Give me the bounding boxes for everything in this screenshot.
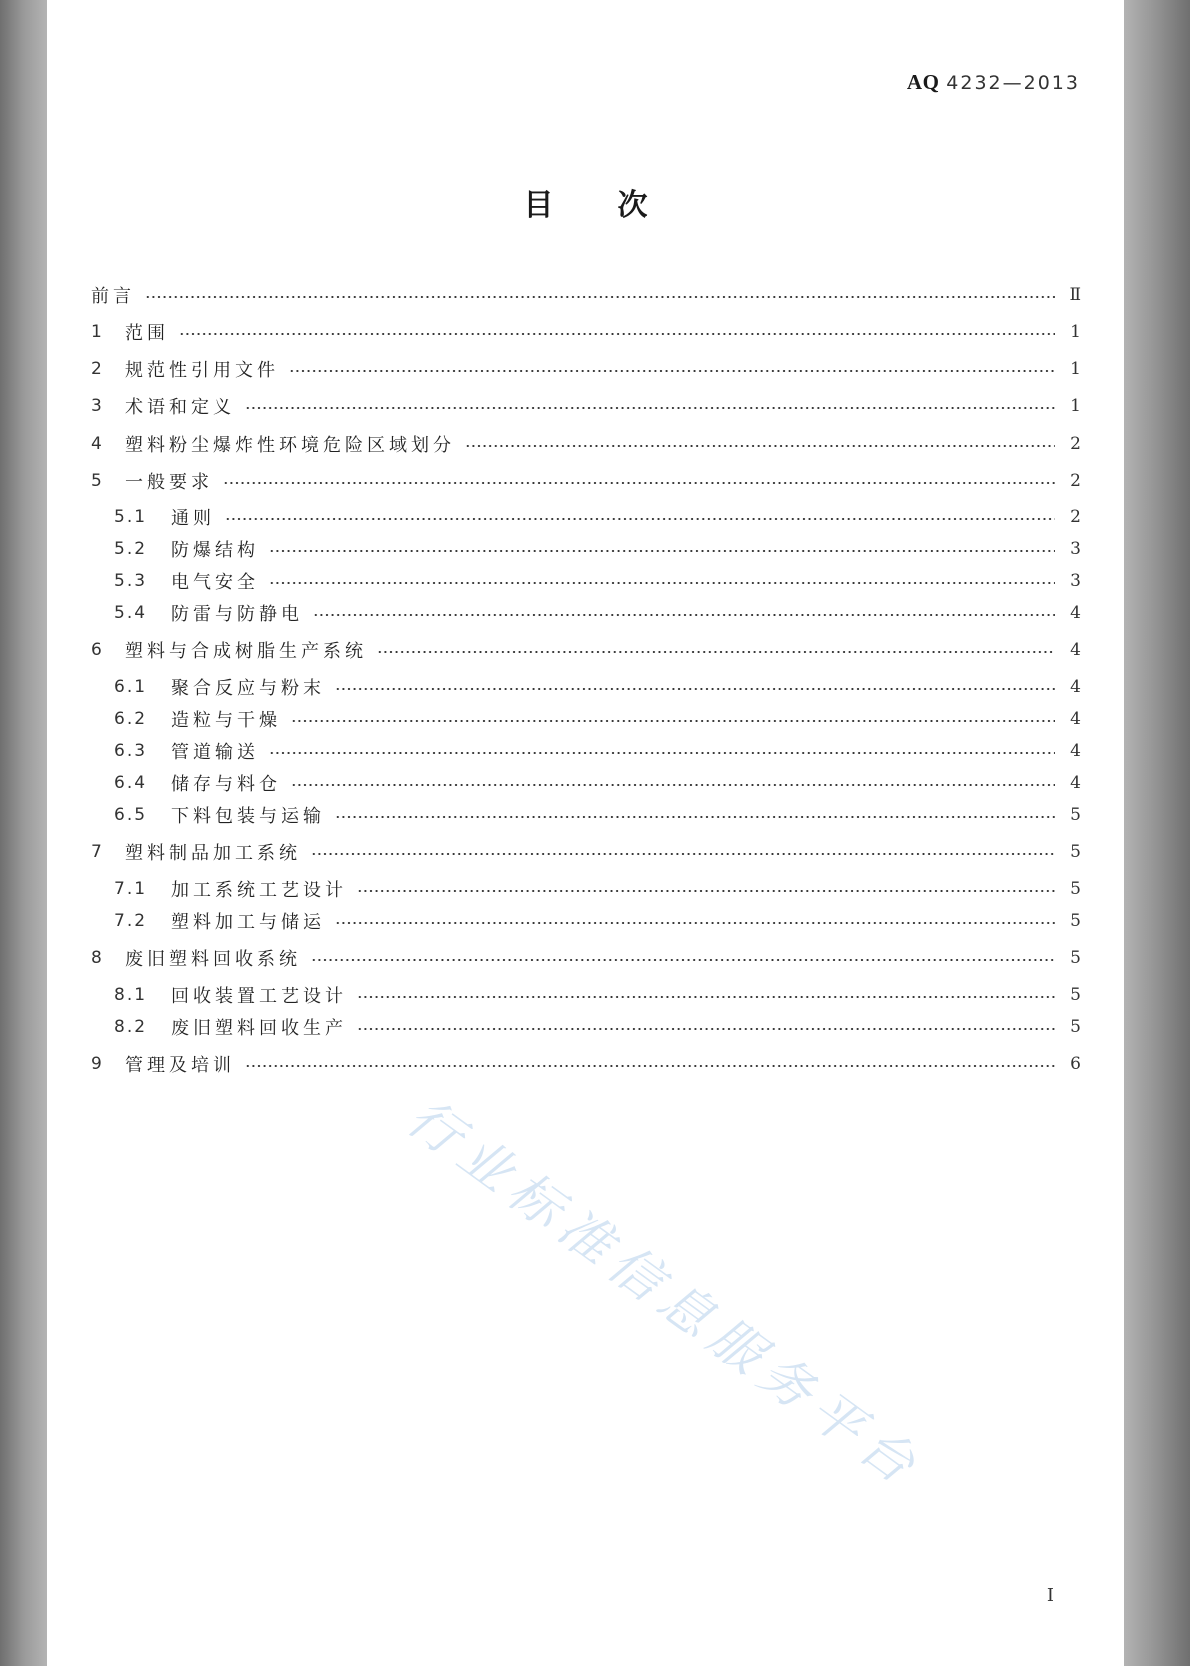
dot-leader (313, 614, 1055, 616)
toc-entry[interactable] (91, 600, 1081, 626)
toc-entry-page: 4 (1070, 603, 1081, 623)
toc-entry-number: 2 (91, 359, 104, 379)
toc-entry[interactable] (91, 876, 1081, 902)
toc-entry-number: 7.1 (114, 879, 148, 899)
toc-entry-number: 5.1 (114, 507, 148, 527)
toc-entry-page: 4 (1070, 709, 1081, 729)
toc-entry-page: 5 (1070, 879, 1081, 899)
toc-entry-label: 回收装置工艺设计 (171, 986, 347, 1007)
page-title: 目次 (523, 188, 712, 223)
dot-leader (223, 482, 1055, 484)
dot-leader (245, 407, 1055, 409)
toc-entry-page: 1 (1070, 322, 1081, 342)
toc-entry[interactable] (91, 393, 1081, 419)
standard-prefix: AQ (906, 70, 940, 94)
toc-entry[interactable] (91, 1051, 1081, 1077)
toc-entry-label: 储存与料仓 (171, 774, 281, 795)
toc-entry-page: 4 (1070, 773, 1081, 793)
toc-entry-page: 6 (1070, 1054, 1081, 1074)
toc-entry-page: 1 (1070, 396, 1081, 416)
toc-entry-label: 废旧塑料回收系统 (125, 949, 301, 970)
toc-entry-label: 塑料加工与储运 (171, 912, 325, 933)
toc-entry-page: Ⅱ (1069, 285, 1081, 305)
toc-entry-label: 塑料制品加工系统 (125, 843, 301, 864)
dot-leader (245, 1065, 1055, 1067)
toc-entry-page: 2 (1070, 507, 1081, 527)
toc-entry[interactable] (91, 319, 1081, 345)
toc-entry-number: 6 (91, 640, 104, 660)
toc-entry-number: 5 (91, 471, 104, 491)
toc-entry[interactable] (91, 536, 1081, 562)
dot-leader (225, 518, 1055, 520)
toc-entry[interactable] (91, 982, 1081, 1008)
toc-entry[interactable] (91, 356, 1081, 382)
dot-leader (311, 959, 1055, 961)
toc-entry-label: 通则 (171, 508, 215, 529)
dot-leader (145, 296, 1055, 298)
toc-entry[interactable] (91, 908, 1081, 934)
toc-entry-page: 3 (1070, 539, 1081, 559)
toc-entry-number: 5.2 (114, 539, 148, 559)
toc-entry-label: 加工系统工艺设计 (171, 880, 347, 901)
dot-leader (335, 816, 1055, 818)
toc-entry-number: 5.4 (114, 603, 148, 623)
document-page (47, 0, 1124, 1666)
toc-entry-label: 电气安全 (171, 572, 259, 593)
toc-entry-number: 3 (91, 396, 104, 416)
dot-leader (291, 720, 1055, 722)
toc-entry-number: 6.5 (114, 805, 148, 825)
dot-leader (377, 651, 1055, 653)
toc-entry[interactable] (91, 945, 1081, 971)
toc-entry-label: 防雷与防静电 (171, 604, 303, 625)
toc-entry-number: 6.4 (114, 773, 148, 793)
dot-leader (269, 752, 1055, 754)
watermark: 行业标准信息服务平台 (396, 1087, 934, 1501)
dot-leader (179, 333, 1055, 335)
standard-number: 4232—2013 (946, 72, 1080, 94)
toc-entry-page: 4 (1070, 640, 1081, 660)
toc-entry-label: 防爆结构 (171, 540, 259, 561)
toc-entry-label: 一般要求 (125, 472, 213, 493)
toc-entry-label: 塑料粉尘爆炸性环境危险区域划分 (125, 435, 455, 456)
toc-entry[interactable] (91, 568, 1081, 594)
toc-entry[interactable] (91, 1014, 1081, 1040)
toc-entry-page: 2 (1070, 434, 1081, 454)
toc-entry[interactable] (91, 431, 1081, 457)
toc-entry[interactable] (91, 637, 1081, 663)
dot-leader (289, 370, 1055, 372)
toc-entry[interactable] (91, 706, 1081, 732)
dot-leader (357, 890, 1055, 892)
toc-entry-number: 5.3 (114, 571, 148, 591)
dot-leader (357, 996, 1055, 998)
toc-entry-label: 术语和定义 (125, 397, 235, 418)
toc-entry-page: 5 (1070, 948, 1081, 968)
toc-entry-label: 聚合反应与粉末 (171, 678, 325, 699)
toc-entry-page: 1 (1070, 359, 1081, 379)
dot-leader (465, 445, 1055, 447)
toc-entry-label: 塑料与合成树脂生产系统 (125, 641, 367, 662)
toc-entry-label: 下料包装与运输 (171, 806, 325, 827)
toc-entry-page: 5 (1070, 911, 1081, 931)
toc-entry-label: 造粒与干燥 (171, 710, 281, 731)
toc-entry[interactable] (91, 839, 1081, 865)
dot-leader (335, 688, 1055, 690)
dot-leader (335, 922, 1055, 924)
toc-entry[interactable] (91, 282, 1081, 308)
toc-entry-label: 前言 (91, 286, 135, 307)
toc-entry-number: 8 (91, 948, 104, 968)
toc-entry-number: 8.2 (114, 1017, 148, 1037)
toc-entry-number: 6.2 (114, 709, 148, 729)
toc-entry-label: 废旧塑料回收生产 (171, 1018, 347, 1039)
toc-entry-number: 7.2 (114, 911, 148, 931)
toc-entry-label: 管理及培训 (125, 1055, 235, 1076)
page-number: Ⅰ (1046, 1585, 1054, 1606)
toc-entry-page: 3 (1070, 571, 1081, 591)
toc-entry-number: 6.1 (114, 677, 148, 697)
dot-leader (269, 550, 1055, 552)
dot-leader (357, 1028, 1055, 1030)
toc-entry[interactable] (91, 504, 1081, 530)
toc-entry-page: 5 (1070, 842, 1081, 862)
toc-entry-label: 范围 (125, 323, 169, 344)
dot-leader (269, 582, 1055, 584)
dot-leader (311, 853, 1055, 855)
toc-entry[interactable] (91, 802, 1081, 828)
toc-entry-number: 1 (91, 322, 104, 342)
dot-leader (291, 784, 1055, 786)
toc-entry-number: 4 (91, 434, 104, 454)
toc-entry-number: 6.3 (114, 741, 148, 761)
toc-entry-number: 7 (91, 842, 104, 862)
toc-entry-page: 5 (1070, 985, 1081, 1005)
toc-entry[interactable] (91, 738, 1081, 764)
toc-entry-page: 5 (1070, 805, 1081, 825)
toc-entry[interactable] (91, 468, 1081, 494)
toc-entry-number: 9 (91, 1054, 104, 1074)
toc-entry-page: 5 (1070, 1017, 1081, 1037)
toc-entry[interactable] (91, 770, 1081, 796)
toc-entry-number: 8.1 (114, 985, 148, 1005)
toc-entry-label: 管道输送 (171, 742, 259, 763)
toc-entry-label: 规范性引用文件 (125, 360, 279, 381)
toc-entry-page: 2 (1070, 471, 1081, 491)
toc-entry-page: 4 (1070, 677, 1081, 697)
toc-entry-page: 4 (1070, 741, 1081, 761)
standard-code (907, 70, 1080, 95)
toc-entry[interactable] (91, 674, 1081, 700)
